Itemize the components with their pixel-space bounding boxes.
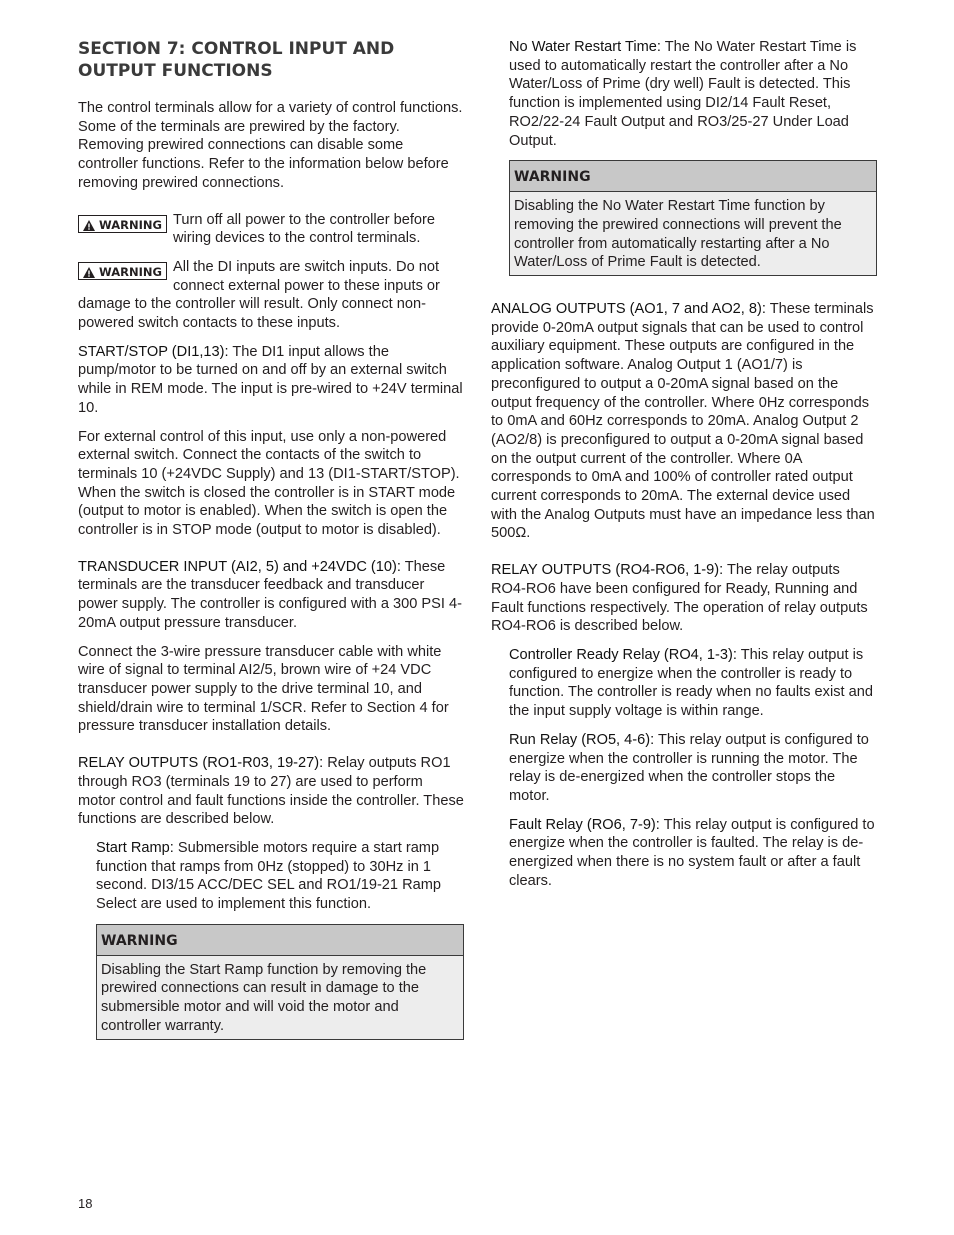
start-stop-heading: START/STOP (DI1,13): [78,343,229,360]
relay-outputs-2-heading: RELAY OUTPUTS (RO4-RO6, 1-9): [491,562,724,579]
warning-note-power [78,211,464,248]
right-column [491,38,877,900]
start-ramp-heading: Start Ramp: [96,839,174,856]
start-stop-paragraph [78,343,464,418]
analog-outputs-text: These terminals provide 0-20mA output signals that can be used to control auxiliary equipment. These outputs are configured in the application software. Analog Output 1 (AO1/7) is preconfigured to output a 0-20mA signal based on the output frequency of the controller. Where 0Hz corresponds to 0mA and 60Hz corresponds to 20mA. Analog Output 2 (AO2/8) is preconfigured to output a 0-20mA signal based on the output current of the controller. Where 0A corresponds to 0mA and 100% of controller rated output current corresponds to 20mA. The external device used with the Analog Outputs must have an impedance less than 500Ω. [491,301,875,542]
relay-outputs-2-text: The relay outputs RO4-RO6 have been configured for Ready, Running and Fault functions respectively. The operation of relay outputs RO4-RO6 is described below. [491,562,868,635]
warning-box-start-ramp [96,924,464,1040]
warning-note-text: All the DI inputs are switch inputs. Do not connect external power to these inputs or damage to the controller will result. Only connect non-powered switch contacts to these inputs. [78,258,440,332]
start-ramp-text: Submersible motors require a start ramp function that ramps from 0Hz (stopped) to 30Hz in 1 second. DI3/15 ACC/DEC SEL and RO1/19-21 Ramp Select are used to implement this function. [96,839,442,913]
warning-tag: WARNING [78,215,167,233]
left-column [78,38,464,1058]
warning-note-text: Turn off all power to the controller before wiring devices to the control terminals. [173,211,436,247]
start-stop-external-paragraph: For external control of this input, use only a non-powered external switch. Connect the contacts of the switch to terminals 10 (+24VDC Supply) and 13 (DI1-START/STOP). When the switch is closed the controller is in START mode (output to motor is enabled). When the switch is open the controller is in STOP mode (output to motor is disabled). [78,428,460,539]
warning-triangle-icon [83,267,95,278]
section-title: SECTION 7: CONTROL INPUT AND OUTPUT FUNCTIONS [78,39,395,81]
ready-relay-paragraph [509,646,877,721]
warning-tag: WARNING [78,262,167,280]
ready-relay-heading: Controller Ready Relay (RO4, 1-3): [509,646,737,663]
no-water-heading: No Water Restart Time: [509,39,661,55]
warning-triangle-icon [83,220,95,231]
warning-box-text: Disabling the No Water Restart Time function by removing the prewired connections will prevent the controller from automatically restarting after a No Water/Loss of Prime Fault is detected. [514,198,842,271]
warning-box-title: WARNING [97,925,463,956]
start-ramp-paragraph [96,839,464,914]
relay-outputs-1-heading: RELAY OUTPUTS (RO1-R03, 19-27): [78,755,324,772]
run-relay-paragraph [509,731,877,806]
page-number: 18 [78,1196,93,1211]
transducer-text: These terminals are the transducer feedback and transducer power supply. The controller is configured with a 300 PSI 4-20mA output pressure transducer. [78,558,462,631]
no-water-text: The No Water Restart Time is used to automatically restart the controller after a No Water/Loss of Prime (dry well) Fault is detected. This function is implemented using DI2/14 Fault Reset, RO2/22-24 Fault Output and RO3/25-27 Under Load Output. [509,39,857,149]
warning-box-text: Disabling the Start Ramp function by removing the prewired connections can result in damage to the submersible motor and will void the motor and controller warranty. [101,961,427,1034]
warning-box-title: WARNING [510,161,876,192]
relay-outputs-1-paragraph [78,754,464,829]
fault-relay-paragraph [509,816,877,891]
run-relay-heading: Run Relay (RO5, 4-6): [509,731,655,748]
fault-relay-text: This relay output is configured to energize when the controller is faulted. The relay is de-energized when there is no system fault or after a fault clears. [509,816,875,889]
intro-paragraph: The control terminals allow for a variety of control functions. Some of the terminals are prewired by the factory. Removing prewired connections can disable some controller functions. Refer to the information below before removing prewired connections. [78,100,463,191]
ready-relay-text: This relay output is configured to energize when the controller is ready to function. The controller is ready when no faults exist and the input supply voltage is within range. [509,646,873,720]
transducer-heading: TRANSDUCER INPUT (AI2, 5) and +24VDC (10): [78,558,401,575]
analog-outputs-paragraph [491,300,877,543]
transducer-wiring-paragraph: Connect the 3-wire pressure transducer cable with white wire of signal to terminal AI2/5, brown wire of +24 VDC transducer power supply to the drive terminal 10, and shield/drain wire to terminal 1/SCR. Refer to Section 4 for pressure transducer installation details. [78,643,449,735]
no-water-paragraph [509,38,877,150]
relay-outputs-1-text: Relay outputs RO1 through RO3 (terminals 19 to 27) are used to perform motor control and fault functions inside the controller. These functions are described below. [78,755,464,828]
analog-outputs-heading: ANALOG OUTPUTS (AO1, 7 and AO2, 8): [491,301,766,318]
warning-box-no-water [509,160,877,276]
transducer-paragraph [78,558,464,633]
warning-note-di-inputs [78,258,464,333]
run-relay-text: This relay output is configured to energize when the controller is running the motor. The relay is de-energized when the controller stops the motor. [509,731,869,804]
fault-relay-heading: Fault Relay (RO6, 7-9): [509,816,660,833]
relay-outputs-2-paragraph [491,561,877,636]
start-stop-text: The DI1 input allows the pump/motor to be turned on and off by an external switch while in REM mode. The input is pre-wired to +24V terminal 10. [78,343,463,416]
